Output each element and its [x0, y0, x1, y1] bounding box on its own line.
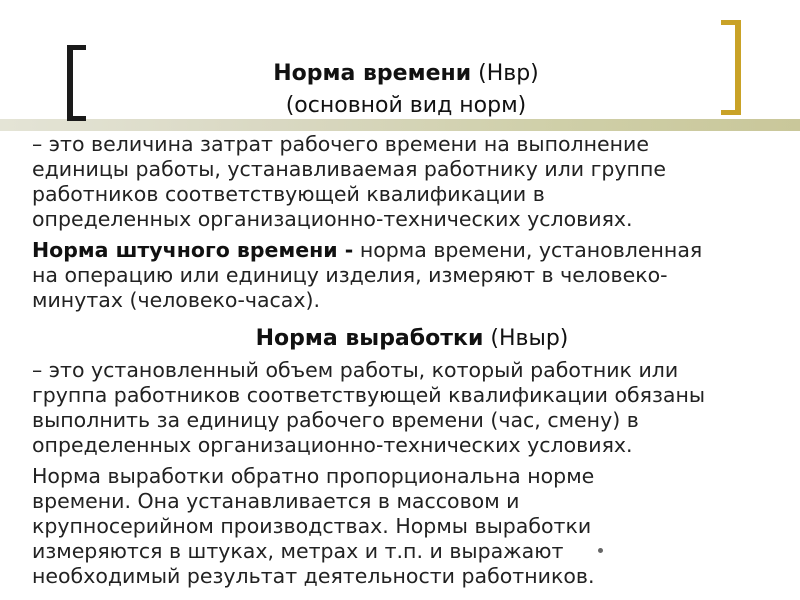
title-line-1 — [90, 58, 722, 90]
paragraph-line: единицы работы, устанавливаемая работнику или группе — [32, 157, 666, 181]
paragraph-line: на операцию или единицу изделия, измеряют в человеко- — [32, 263, 668, 287]
paragraph-line: крупносерийном производствах. Нормы выработки — [32, 514, 592, 538]
paragraph-line: необходимый результат деятельности работников. — [32, 564, 595, 588]
output-norm-heading — [32, 324, 792, 354]
paragraph-output-norm-relation — [32, 464, 792, 589]
output-norm-heading-abbrev: (Нвыр) — [490, 326, 569, 351]
paragraph-line: – это величина затрат рабочего времени на выполнение — [32, 132, 649, 156]
paragraph-line — [32, 238, 792, 263]
paragraph-line: определенных организационно-технических условиях. — [32, 207, 633, 231]
title-abbrev: (Нвр) — [478, 61, 539, 86]
paragraph-output-norm-definition — [32, 358, 792, 458]
piece-time-norm-rest: норма времени, установленная — [353, 238, 703, 262]
title-subtitle: (основной вид норм) — [285, 93, 527, 118]
paragraph-line: времени. Она устанавливается в массовом и — [32, 489, 520, 513]
paragraph-line: работников соответствующей квалификации в — [32, 182, 545, 206]
paragraph-piece-time-norm — [32, 238, 792, 313]
small-dot-mark — [598, 548, 603, 553]
paragraph-line: определенных организационно-технических условиях. — [32, 433, 633, 457]
slide-title — [90, 58, 722, 122]
output-norm-heading-bold: Норма выработки — [255, 326, 484, 351]
paragraph-line: группа работников соответствующей квалификации обязаны — [32, 383, 706, 407]
title-bold: Норма времени — [273, 61, 472, 86]
paragraph-line: – это установленный объем работы, который работник или — [32, 358, 679, 382]
paragraph-line: минутах (человеко-часах). — [32, 288, 321, 312]
piece-time-norm-term: Норма штучного времени - — [32, 238, 354, 262]
paragraph-line: выполнить за единицу рабочего времени (час, смену) в — [32, 408, 639, 432]
right-bracket-decoration — [721, 20, 741, 115]
left-bracket-decoration — [67, 45, 86, 121]
paragraph-time-norm-definition — [32, 132, 792, 232]
paragraph-line: измеряются в штуках, метрах и т.п. и выражают — [32, 539, 564, 563]
paragraph-line: Норма выработки обратно пропорциональна норме — [32, 464, 595, 488]
